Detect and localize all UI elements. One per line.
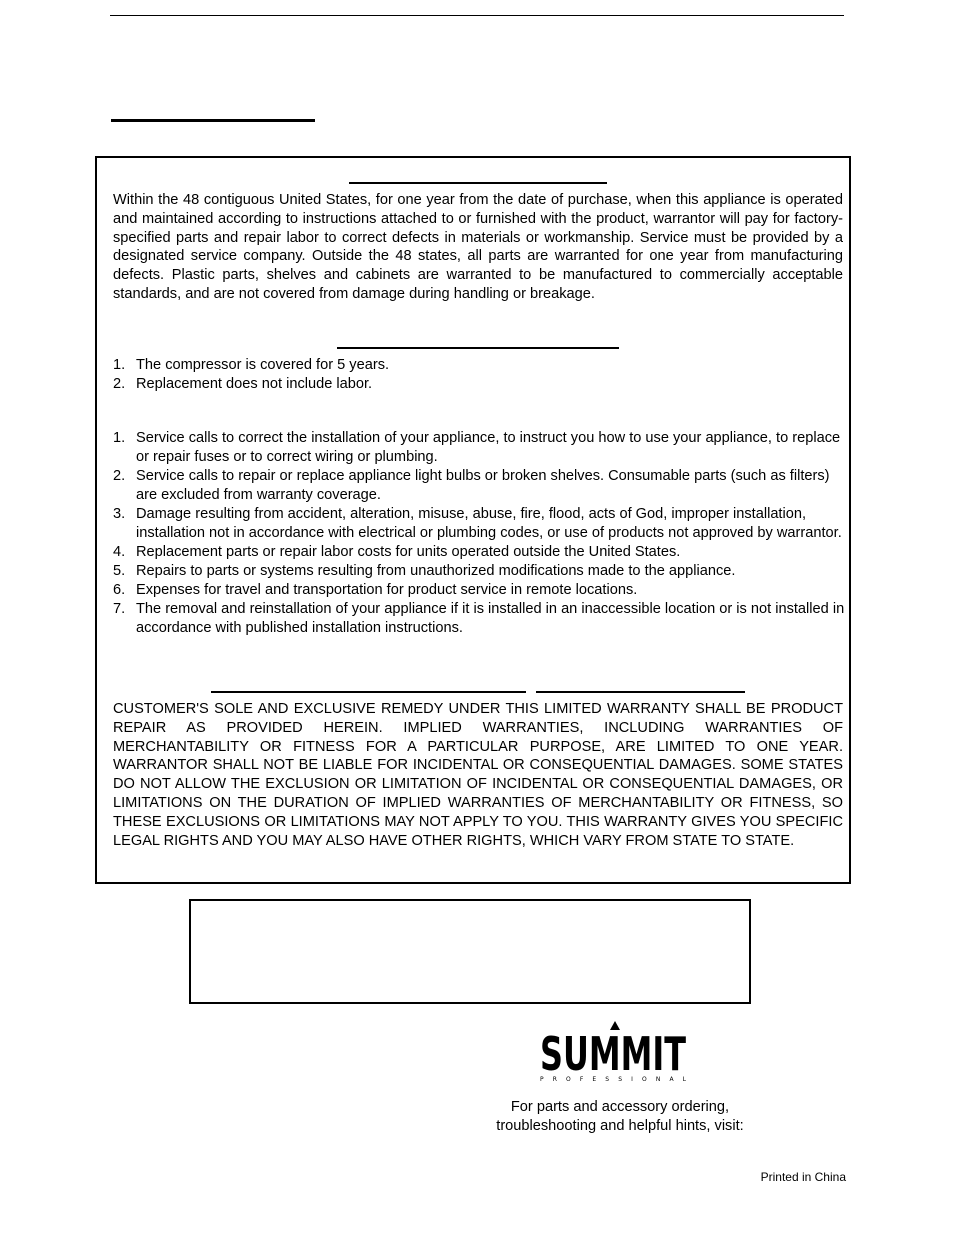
list-item-text: The removal and reinstallation of your appliance if it is installed in an inaccessible location or is not installed in accordance with published installation instructions. xyxy=(136,601,845,636)
list-item-text: Replacement does not include labor. xyxy=(136,376,373,392)
list-item xyxy=(113,467,849,505)
list-item xyxy=(113,600,849,638)
list-item-text: Expenses for travel and transportation for product service in remote locations. xyxy=(136,582,638,598)
section-heading-underline xyxy=(536,691,745,693)
contact-text xyxy=(470,1098,770,1136)
list-item-number: 1. xyxy=(113,357,126,373)
list-item-number: 7. xyxy=(113,601,126,617)
remedy-paragraph: CUSTOMER'S SOLE AND EXCLUSIVE REMEDY UNDER THIS LIMITED WARRANTY SHALL BE PRODUCT REPAIR AS PROVIDED HEREIN. IMPLIED WARRANTIES, INCLUDING WARRANTIES OF MERCHANTABILITY OR FITNESS FOR A PARTICULAR PURPOSE, ARE LIMITED TO ONE YEAR. WARRANTOR SHALL NOT BE LIABLE FOR INCIDENTAL OR CONSEQUENTIAL DAMAGES. SOME STATES DO NOT ALLOW THE EXCLUSION OR LIMITATION OF INCIDENTAL OR CONSEQUENTIAL DAMAGES, OR LIMITATIONS ON THE DURATION OF IMPLIED WARRANTIES OF MERCHANTABILITY OR FITNESS, SO THESE EXCLUSIONS OR LIMITATIONS MAY NOT APPLY TO YOU. THIS WARRANTY GIVES YOU SPECIFIC LEGAL RIGHTS AND YOU MAY ALSO HAVE OTHER RIGHTS, WHICH VARY FROM STATE TO STATE. xyxy=(113,701,843,849)
warranty-intro-paragraph: Within the 48 contiguous United States, for one year from the date of purchase, when this appliance is operated and maintained according to instructions attached to or furnished with the product, warrantor will pay for factory-specified parts and repair labor to correct defects in materials or workmanship. Service must be provided by a designated service company. Outside the 48 states, all parts are warranted for one year from manufacturing defects. Plastic parts, shelves and cabinets are warranted to be manufactured to commercially acceptable standards, and are not covered from damage during handling or breakage. xyxy=(113,192,843,302)
list-item-number: 2. xyxy=(113,468,126,484)
list-item-text: Service calls to correct the installation of your appliance, to instruct you how to use your appliance, to replace or repair fuses or to correct wiring or plumbing. xyxy=(136,430,841,465)
list-item xyxy=(113,562,849,581)
list-item-number: 5. xyxy=(113,563,126,579)
list-item xyxy=(113,375,849,394)
title-underline xyxy=(111,119,315,122)
exclusions-list xyxy=(113,429,849,638)
list-item-number: 2. xyxy=(113,376,126,392)
logo-tagline: PROFESSIONAL xyxy=(540,1076,686,1083)
contact-line: For parts and accessory ordering, xyxy=(510,1099,730,1115)
list-item xyxy=(113,543,849,562)
printed-in-label: Printed in China xyxy=(760,1170,846,1184)
list-item-number: 4. xyxy=(113,544,126,560)
logo-wordmark: SUMMIT xyxy=(540,1027,687,1081)
notice-box xyxy=(189,899,751,1004)
list-item-text: The compressor is covered for 5 years. xyxy=(136,357,390,373)
list-item-number: 3. xyxy=(113,506,126,522)
section-heading-underline xyxy=(211,691,526,693)
section-heading-underline xyxy=(349,182,607,184)
top-rule xyxy=(110,15,844,16)
warranty-box xyxy=(95,156,851,884)
list-item xyxy=(113,356,849,375)
list-item-text: Replacement parts or repair labor costs for units operated outside the United States. xyxy=(136,544,681,560)
list-item-number: 6. xyxy=(113,582,126,598)
list-item xyxy=(113,581,849,600)
compressor-list xyxy=(113,356,849,394)
section-heading-underline xyxy=(337,347,619,349)
list-item-number: 1. xyxy=(113,430,126,446)
list-item xyxy=(113,505,849,543)
list-item-text: Damage resulting from accident, alteration, misuse, abuse, fire, flood, acts of God, improper installation, installation not in accordance with electrical or plumbing codes, or use of products not approved by warrantor. xyxy=(136,506,842,541)
contact-line: troubleshooting and helpful hints, visit: xyxy=(496,1118,744,1134)
list-item-text: Repairs to parts or systems resulting from unauthorized modifications made to the appliance. xyxy=(136,563,736,579)
list-item xyxy=(113,429,849,467)
list-item-text: Service calls to repair or replace appliance light bulbs or broken shelves. Consumable parts (such as filters) are excluded from warranty coverage. xyxy=(136,468,830,503)
summit-logo xyxy=(538,1020,688,1084)
